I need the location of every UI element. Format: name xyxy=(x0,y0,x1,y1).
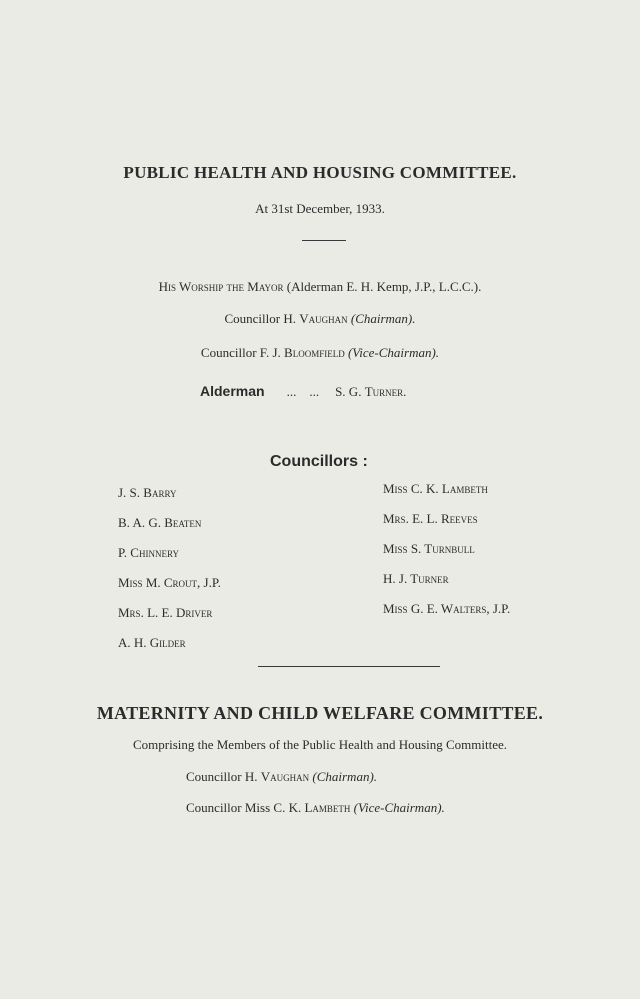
councillor-name: Miss C. K. Lambeth xyxy=(383,481,488,496)
maternity-committee-title: MATERNITY AND CHILD WELFARE COMMITTEE. xyxy=(96,703,544,723)
maternity-vice-chairman-line xyxy=(186,800,445,816)
councillors-left-column xyxy=(118,484,221,664)
chairman-prefix: Councillor H. xyxy=(224,311,300,326)
maternity-committee-subtitle: Comprising the Members of the Public Health and Housing Committee. xyxy=(132,737,508,752)
maternity-chairman-name: Vaughan xyxy=(260,769,310,784)
councillor-name: Miss M. Crout, J.P. xyxy=(118,575,221,590)
chairman-role: (Chairman). xyxy=(350,311,416,326)
committee-date: At 31st December, 1933. xyxy=(255,201,385,216)
councillors-right-column xyxy=(383,480,510,630)
maternity-chairman-prefix: Councillor H. xyxy=(186,769,261,784)
mayor-title: His Worship the Mayor xyxy=(158,279,284,294)
alderman-line xyxy=(200,383,406,401)
councillor-name: A. H. Gilder xyxy=(118,635,186,650)
councillor-name: Mrs. E. L. Reeves xyxy=(383,511,478,526)
councillor-name: Miss G. E. Walters, J.P. xyxy=(383,601,511,616)
alderman-dots: ... ... xyxy=(286,384,320,399)
alderman-name: Turner. xyxy=(364,384,407,399)
councillor-name: P. Chinnery xyxy=(118,545,179,560)
public-health-committee-title: PUBLIC HEALTH AND HOUSING COMMITTEE. xyxy=(123,163,517,182)
councillor-name: H. J. Turner xyxy=(383,571,449,586)
short-divider xyxy=(302,240,346,241)
mayor-line xyxy=(0,279,640,295)
councillor-name: Miss S. Turnbull xyxy=(383,541,475,556)
councillor-name: B. A. G. Beaten xyxy=(118,515,202,530)
maternity-chairman-role: (Chairman). xyxy=(312,769,378,784)
vice-chairman-prefix: Councillor F. J. xyxy=(200,345,285,360)
vice-chairman-name: Bloomfield xyxy=(284,345,345,360)
councillors-heading: Councillors : xyxy=(270,453,368,470)
councillor-name: Mrs. L. E. Driver xyxy=(118,605,213,620)
vice-chairman-line xyxy=(0,345,640,361)
maternity-vice-chairman-prefix: Councillor Miss C. K. xyxy=(186,800,305,815)
vice-chairman-role: (Vice-Chairman). xyxy=(347,345,440,360)
maternity-vice-chairman-role: (Vice-Chairman). xyxy=(353,800,445,815)
alderman-name-prefix: S. G. xyxy=(335,384,365,399)
maternity-vice-chairman-name: Lambeth xyxy=(304,800,351,815)
maternity-chairman-line xyxy=(186,769,377,785)
councillor-name: J. S. Barry xyxy=(118,485,177,500)
chairman-name: Vaughan xyxy=(299,311,348,326)
chairman-line xyxy=(0,311,640,327)
section-divider xyxy=(258,666,440,667)
mayor-detail: (Alderman E. H. Kemp, J.P., L.C.C.). xyxy=(286,279,482,294)
alderman-label: Alderman xyxy=(200,383,265,399)
